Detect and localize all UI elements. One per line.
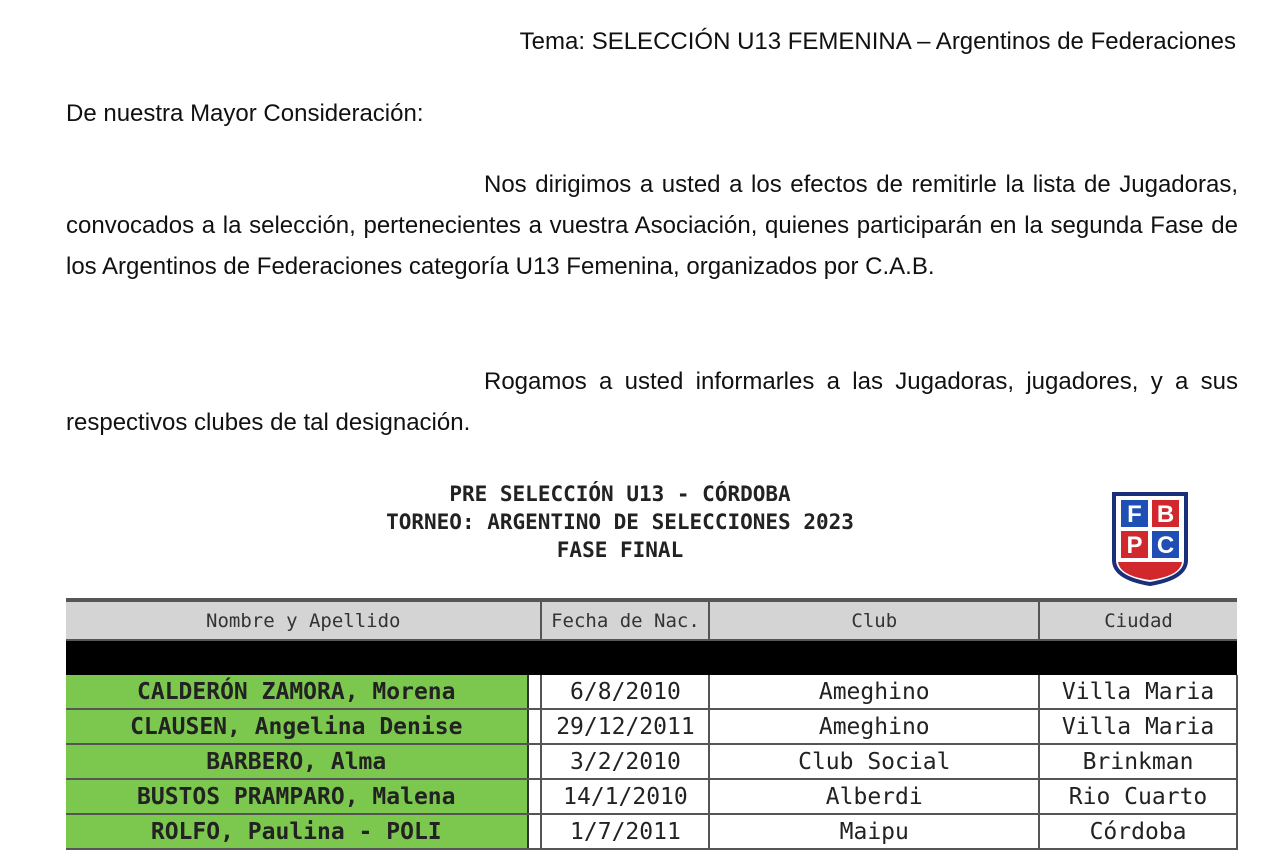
table-title: [300, 480, 940, 564]
row-gap: [528, 814, 542, 849]
player-club: Maipu: [709, 814, 1039, 849]
table-row: [66, 675, 1237, 709]
player-city: Villa Maria: [1039, 709, 1237, 744]
table-title-line-3: FASE FINAL: [556, 538, 684, 562]
player-name: BUSTOS PRAMPARO, Malena: [66, 779, 528, 814]
body-paragraph-2: Rogamos a usted informarles a las Jugadoras, jugadores, y a sus respectivos clubes de tal designación.: [66, 368, 1238, 436]
player-name: BARBERO, Alma: [66, 744, 528, 779]
players-table: [66, 598, 1238, 850]
fbpc-shield-logo: [1108, 490, 1192, 586]
player-name: CLAUSEN, Angelina Denise: [66, 709, 528, 744]
table-title-line-1: PRE SELECCIÓN U13 - CÓRDOBA: [449, 482, 791, 506]
player-city: Brinkman: [1039, 744, 1237, 779]
player-dob: 14/1/2010: [541, 779, 709, 814]
logo-letter-f: F: [1127, 501, 1142, 528]
header-name: Nombre y Apellido: [66, 600, 541, 640]
player-city: Villa Maria: [1039, 675, 1237, 709]
row-gap: [528, 779, 542, 814]
player-club: Alberdi: [709, 779, 1039, 814]
player-dob: 1/7/2011: [541, 814, 709, 849]
player-dob: 3/2/2010: [541, 744, 709, 779]
player-club: Club Social: [709, 744, 1039, 779]
table-header-row: [66, 600, 1237, 640]
logo-letter-c: C: [1156, 532, 1175, 559]
player-club: Ameghino: [709, 675, 1039, 709]
player-name: ROLFO, Paulina - POLI: [66, 814, 528, 849]
table-row: [66, 744, 1237, 779]
row-gap: [528, 744, 542, 779]
table-separator-bar: [66, 640, 1237, 675]
table-row: [66, 814, 1237, 849]
row-gap: [528, 675, 542, 709]
greeting: De nuestra Mayor Consideración:: [66, 100, 424, 127]
player-dob: 29/12/2011: [541, 709, 709, 744]
header-dob: Fecha de Nac.: [541, 600, 709, 640]
player-dob: 6/8/2010: [541, 675, 709, 709]
logo-letter-p: P: [1126, 532, 1143, 559]
header-city: Ciudad: [1039, 600, 1237, 640]
player-name: CALDERÓN ZAMORA, Morena: [66, 675, 528, 709]
table-title-line-2: TORNEO: ARGENTINO DE SELECCIONES 2023: [386, 510, 854, 534]
table-row: [66, 709, 1237, 744]
player-city: Córdoba: [1039, 814, 1237, 849]
logo-letter-b: B: [1156, 501, 1175, 528]
table-row: [66, 779, 1237, 814]
header-club: Club: [709, 600, 1039, 640]
subject-line: Tema: SELECCIÓN U13 FEMENINA – Argentinos de Federaciones: [519, 28, 1236, 55]
row-gap: [528, 709, 542, 744]
player-club: Ameghino: [709, 709, 1039, 744]
player-city: Rio Cuarto: [1039, 779, 1237, 814]
separator-cell: [66, 640, 1237, 675]
body-paragraph-1: Nos dirigimos a usted a los efectos de remitirle la lista de Jugadoras, convocados a la selección, pertenecientes a vuestra Asociación, quienes participarán en la segunda Fase de los Argentinos de Federaciones categoría U13 Femenina, organizados por C.A.B.: [66, 171, 1238, 280]
